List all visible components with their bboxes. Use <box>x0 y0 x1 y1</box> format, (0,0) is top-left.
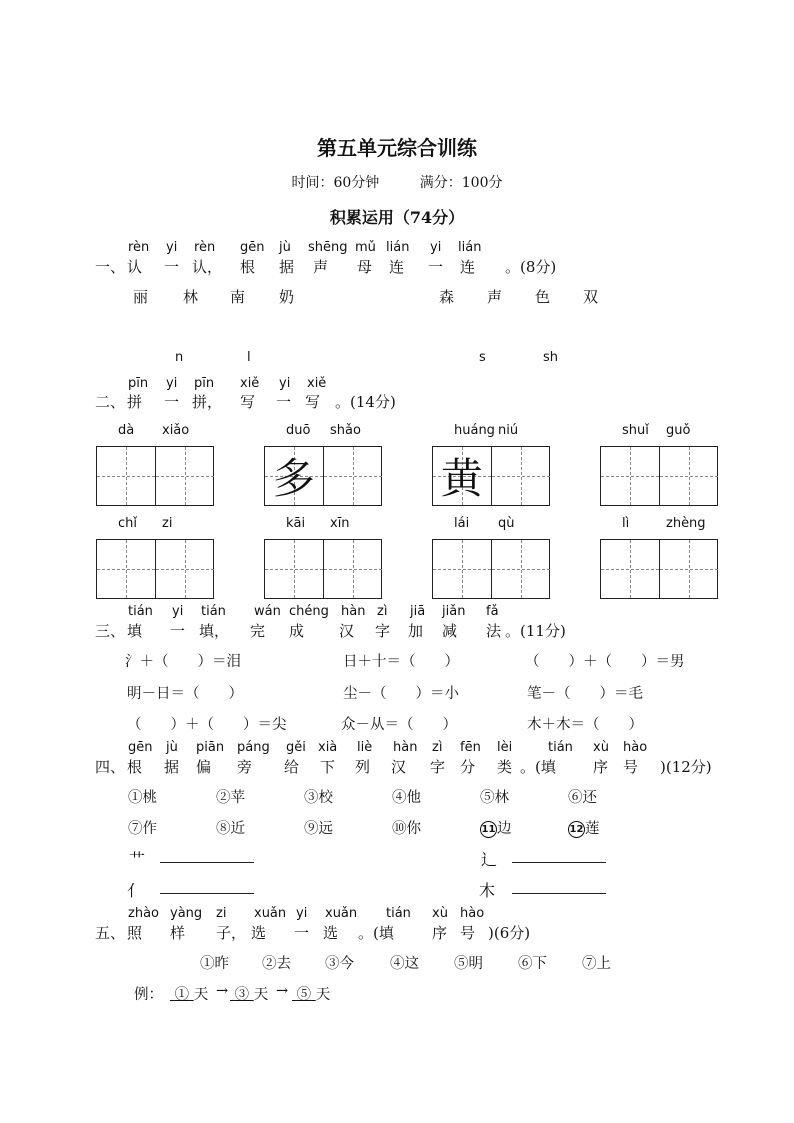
tianzige-grid[interactable] <box>96 539 214 599</box>
prompt-char: 子， <box>216 924 247 942</box>
prompt-char: 下 <box>320 758 336 776</box>
pinyin-syllable: fǎ <box>486 604 499 619</box>
prompt-char: 号 <box>460 924 476 942</box>
option-char: 莲 <box>585 821 600 837</box>
q1-suffix: 。(8分) <box>505 258 557 276</box>
pinyin-syllable: chéng <box>289 604 329 619</box>
option-number: ⑥ <box>568 790 583 806</box>
pinyin-syllable: pīn <box>128 376 149 391</box>
pinyin-syllable: lèi <box>497 740 513 755</box>
q1-word[interactable]: 南 <box>230 288 246 306</box>
prompt-char: 声 <box>313 258 329 276</box>
equation[interactable]: 众－从＝（ ） <box>341 717 457 733</box>
option: ②去 <box>262 956 291 972</box>
grid-char <box>97 447 155 505</box>
radical-label: 辶 <box>481 850 498 869</box>
tianzige-grid[interactable] <box>432 539 550 599</box>
prompt-char: 分 <box>460 758 476 776</box>
radical-label: 艹 <box>129 850 146 869</box>
character-option <box>392 786 421 807</box>
grid-char <box>601 540 659 598</box>
pinyin-syllable: zì <box>432 740 443 755</box>
grid-cell[interactable] <box>156 540 215 598</box>
pinyin-syllable: hàn <box>393 740 418 755</box>
answer-blank[interactable] <box>160 893 254 894</box>
q3-suffix: 。(11分) <box>505 622 566 640</box>
prompt-char: 序 <box>593 758 609 776</box>
example-blank: ⑤ <box>296 987 312 1003</box>
pinyin-syllable: yi <box>166 240 178 255</box>
pinyin-syllable: jù <box>166 740 178 755</box>
tianzige-grid[interactable] <box>264 446 382 506</box>
q4-suffix: )(12分) <box>660 758 712 776</box>
prompt-char: 完 <box>250 622 266 640</box>
example-answer <box>230 983 268 1004</box>
grid-cell[interactable] <box>265 540 324 598</box>
grid-char: 多 <box>272 454 315 503</box>
grid-cell[interactable] <box>492 540 551 598</box>
grid-cell[interactable] <box>601 540 660 598</box>
prompt-char: 汉 <box>339 622 355 640</box>
character-option <box>216 817 245 838</box>
prompt-char: 根 <box>240 258 256 276</box>
option-number: ⑤ <box>480 790 495 806</box>
pinyin-syllable: xù <box>432 906 448 921</box>
grid-pinyin: xiǎo <box>162 423 190 438</box>
prompt-char: 照 <box>127 924 143 942</box>
pinyin-syllable: wán <box>254 604 281 619</box>
character-option <box>304 786 333 807</box>
pinyin-syllable: jiǎn <box>442 604 466 619</box>
grid-char <box>265 540 323 598</box>
grid-char <box>660 447 719 505</box>
grid-pinyin: dà <box>118 423 135 438</box>
q2-suffix: 。(14分) <box>335 393 396 411</box>
prompt-char: 母 <box>357 258 373 276</box>
prompt-char: 一 <box>164 258 180 276</box>
arrow-icon: → <box>216 983 229 999</box>
option-char: 校 <box>318 790 333 806</box>
pinyin-syllable: zhào <box>128 906 159 921</box>
example-answer <box>292 983 330 1004</box>
example-word: 天 <box>253 987 269 1003</box>
grid-char <box>492 540 551 598</box>
q1-word[interactable]: 森 <box>439 288 455 306</box>
character-option <box>568 817 600 838</box>
prompt-char: 字 <box>375 622 391 640</box>
q2-number: 二、 <box>95 393 126 411</box>
prompt-char: 填 <box>127 622 143 640</box>
option-number: ② <box>216 790 231 806</box>
pinyin-syllable: páng <box>237 740 270 755</box>
pinyin-syllable: mǔ <box>355 240 376 255</box>
equation[interactable]: 氵＋（ ）＝泪 <box>125 654 241 670</box>
grid-char <box>660 540 719 598</box>
grid-pinyin: zi <box>162 516 173 531</box>
option: ⑥下 <box>518 956 547 972</box>
q1-initial[interactable]: l <box>247 350 251 365</box>
pinyin-syllable: hàn <box>341 604 366 619</box>
example-label: 例： <box>134 987 163 1003</box>
example-blank: ③ <box>234 987 250 1003</box>
prompt-char: 。(填 <box>358 924 394 942</box>
q5-number: 五、 <box>95 924 126 942</box>
q1-number: 一、 <box>95 258 126 276</box>
pinyin-syllable: rèn <box>128 240 150 255</box>
option-char: 你 <box>406 821 421 837</box>
grid-char <box>492 447 551 505</box>
pinyin-syllable: liè <box>357 740 373 755</box>
option-char: 林 <box>494 790 509 806</box>
pinyin-syllable: xiě <box>307 376 327 391</box>
grid-char <box>601 447 659 505</box>
example-answer <box>170 983 208 1004</box>
pinyin-syllable: tián <box>201 604 226 619</box>
answer-blank[interactable] <box>512 862 606 863</box>
time-limit: 时间：60分钟 <box>291 175 380 191</box>
prompt-char: 字 <box>430 758 446 776</box>
grid-pinyin: chǐ <box>118 516 137 531</box>
character-option <box>480 786 509 807</box>
option: ⑤明 <box>454 956 483 972</box>
option-char: 桃 <box>142 790 157 806</box>
prompt-char: 根 <box>127 758 143 776</box>
q5-suffix: )(6分) <box>488 924 531 942</box>
pinyin-syllable: shēng <box>308 240 348 255</box>
grid-char <box>433 540 491 598</box>
grid-cell[interactable] <box>156 447 215 505</box>
prompt-char: 据 <box>164 758 180 776</box>
grid-cell[interactable] <box>660 540 719 598</box>
pinyin-syllable: zi <box>216 906 227 921</box>
pinyin-syllable: gěi <box>286 740 306 755</box>
character-option <box>216 786 245 807</box>
exam-meta <box>0 172 794 192</box>
character-option <box>392 817 421 838</box>
option-char: 他 <box>406 790 421 806</box>
pinyin-syllable: gēn <box>240 240 265 255</box>
q1-word[interactable]: 声 <box>487 288 503 306</box>
example-word: 天 <box>193 987 209 1003</box>
pinyin-syllable: hào <box>460 906 485 921</box>
pinyin-syllable: yi <box>172 604 184 619</box>
prompt-char: 拼， <box>192 393 223 411</box>
prompt-char: 减 <box>442 622 458 640</box>
pinyin-syllable: lián <box>458 240 482 255</box>
q3-number: 三、 <box>95 622 126 640</box>
prompt-char: 成 <box>289 622 305 640</box>
grid-pinyin: lì <box>622 516 630 531</box>
option-char: 作 <box>142 821 157 837</box>
pinyin-syllable: yi <box>279 376 291 391</box>
equation[interactable]: 尘－（ ）＝小 <box>343 686 459 702</box>
prompt-char: 序 <box>432 924 448 942</box>
pinyin-syllable: pīn <box>194 376 215 391</box>
grid-char <box>324 447 383 505</box>
pinyin-syllable: xuǎn <box>325 906 358 921</box>
full-score: 满分：100分 <box>419 175 503 191</box>
prompt-char: 给 <box>284 758 300 776</box>
prompt-char: 样 <box>170 924 186 942</box>
q4-number: 四、 <box>95 758 126 776</box>
tianzige-grid[interactable] <box>600 446 718 506</box>
example-blank: ① <box>174 987 190 1003</box>
q1-initial[interactable]: s <box>479 350 486 365</box>
pinyin-syllable: hào <box>623 740 648 755</box>
option-char: 边 <box>497 821 512 837</box>
prompt-char: 认， <box>192 258 223 276</box>
grid-char <box>97 540 155 598</box>
option-char: 近 <box>230 821 245 837</box>
option: ①昨 <box>200 956 229 972</box>
equation[interactable]: 明－日＝（ ） <box>127 686 243 702</box>
prompt-char: 选 <box>251 924 267 942</box>
prompt-char: 汉 <box>391 758 407 776</box>
option-char: 苹 <box>230 790 245 806</box>
grid-pinyin: xīn <box>330 516 350 531</box>
grid-pinyin: lái <box>454 516 470 531</box>
pinyin-syllable: yi <box>166 376 178 391</box>
prompt-char: 加 <box>408 622 424 640</box>
prompt-char: 一 <box>276 393 292 411</box>
option-number: 12 <box>568 821 585 838</box>
grid-pinyin: shuǐ <box>622 423 649 438</box>
pinyin-syllable: rèn <box>194 240 216 255</box>
equation[interactable]: （ ）＋（ ）＝尖 <box>127 717 287 733</box>
prompt-char: 连 <box>460 258 476 276</box>
prompt-char: 一 <box>164 393 180 411</box>
grid-char <box>156 447 215 505</box>
pinyin-syllable: yi <box>430 240 442 255</box>
pinyin-syllable: zì <box>377 604 388 619</box>
grid-cell[interactable] <box>433 540 492 598</box>
grid-cell[interactable] <box>324 447 383 505</box>
option: ④这 <box>390 956 419 972</box>
pinyin-syllable: xià <box>318 740 338 755</box>
character-option <box>128 817 157 838</box>
example-word: 天 <box>315 987 331 1003</box>
pinyin-syllable: tián <box>386 906 411 921</box>
prompt-char: 认 <box>127 258 143 276</box>
tianzige-grid[interactable] <box>264 539 382 599</box>
pinyin-syllable: tián <box>128 604 153 619</box>
grid-pinyin: guǒ <box>666 423 691 438</box>
option-number: ⑨ <box>304 821 319 837</box>
equation[interactable]: 木＋木＝（ ） <box>527 717 643 733</box>
pinyin-syllable: jiā <box>410 604 426 619</box>
prompt-char: 列 <box>355 758 371 776</box>
pinyin-syllable: gēn <box>128 740 153 755</box>
grid-char: 黄 <box>440 454 483 503</box>
option-number: ⑦ <box>128 821 143 837</box>
radical-label: 亻 <box>127 881 144 900</box>
prompt-char: 旁 <box>237 758 253 776</box>
prompt-char: 填， <box>199 622 230 640</box>
prompt-char: 据 <box>279 258 295 276</box>
prompt-char: 一 <box>170 622 186 640</box>
section-heading: 积累运用（74分） <box>329 208 465 227</box>
pinyin-syllable: yi <box>296 906 308 921</box>
grid-cell[interactable] <box>324 540 383 598</box>
pinyin-syllable: tián <box>548 740 573 755</box>
grid-pinyin: shǎo <box>330 423 361 438</box>
tianzige-grid[interactable] <box>432 446 550 506</box>
grid-cell[interactable] <box>97 447 156 505</box>
option: ⑦上 <box>582 956 611 972</box>
pinyin-syllable: fēn <box>460 740 481 755</box>
grid-pinyin: duō <box>286 423 311 438</box>
prompt-char: 一 <box>428 258 444 276</box>
option-number: ④ <box>392 790 407 806</box>
pinyin-syllable: xuǎn <box>254 906 287 921</box>
grid-cell[interactable] <box>97 540 156 598</box>
tianzige-grid[interactable] <box>96 446 214 506</box>
q1-word[interactable]: 双 <box>583 288 599 306</box>
option: ③今 <box>325 956 354 972</box>
character-option <box>568 786 597 807</box>
q1-word[interactable]: 林 <box>183 288 199 306</box>
answer-blank[interactable] <box>512 893 606 894</box>
character-option <box>304 817 333 838</box>
q1-word[interactable]: 奶 <box>279 288 295 306</box>
grid-char <box>156 540 215 598</box>
pinyin-syllable: xiě <box>240 376 260 391</box>
prompt-char: 类 <box>497 758 513 776</box>
pinyin-syllable: xù <box>593 740 609 755</box>
pinyin-syllable: lián <box>386 240 410 255</box>
character-option <box>128 786 157 807</box>
option-number: 11 <box>480 821 497 838</box>
grid-pinyin: zhèng <box>666 516 706 531</box>
prompt-char: 。(填 <box>520 758 556 776</box>
grid-pinyin: qù <box>498 516 515 531</box>
prompt-char: 写 <box>305 393 321 411</box>
prompt-char: 写 <box>240 393 256 411</box>
q1-initial[interactable]: n <box>175 350 184 365</box>
grid-pinyin: huáng <box>454 423 495 438</box>
pinyin-syllable: piān <box>196 740 225 755</box>
equation[interactable]: 日＋十＝（ ） <box>343 654 459 670</box>
radical-label: 木 <box>479 881 496 900</box>
prompt-char: 号 <box>623 758 639 776</box>
grid-cell[interactable] <box>492 447 551 505</box>
q1-initial[interactable]: sh <box>543 350 559 365</box>
q1-word[interactable]: 色 <box>535 288 551 306</box>
arrow-icon: → <box>276 983 289 999</box>
grid-cell[interactable] <box>660 447 719 505</box>
prompt-char: 连 <box>389 258 405 276</box>
prompt-char: 拼 <box>127 393 143 411</box>
character-option <box>480 817 512 838</box>
prompt-char: 偏 <box>196 758 212 776</box>
grid-cell[interactable] <box>265 447 324 505</box>
option-number: ⑧ <box>216 821 231 837</box>
option-char: 还 <box>582 790 597 806</box>
prompt-char: 一 <box>294 924 310 942</box>
grid-pinyin: kāi <box>286 516 306 531</box>
option-number: ① <box>128 790 143 806</box>
prompt-char: 法 <box>486 622 502 640</box>
option-number: ③ <box>304 790 319 806</box>
option-number: ⑩ <box>392 821 407 837</box>
option-char: 远 <box>318 821 333 837</box>
page-title: 第五单元综合训练 <box>317 136 477 160</box>
grid-cell[interactable] <box>601 447 660 505</box>
grid-cell[interactable] <box>433 447 492 505</box>
q1-word[interactable]: 丽 <box>133 288 149 306</box>
equation[interactable]: 笔－（ ）＝毛 <box>527 686 643 702</box>
pinyin-syllable: jù <box>279 240 291 255</box>
grid-char <box>324 540 383 598</box>
pinyin-syllable: yàng <box>170 906 203 921</box>
grid-pinyin: niú <box>498 423 519 438</box>
prompt-char: 选 <box>323 924 339 942</box>
answer-blank[interactable] <box>160 862 254 863</box>
tianzige-grid[interactable] <box>600 539 718 599</box>
equation[interactable]: （ ）＋（ ）＝男 <box>525 654 685 670</box>
